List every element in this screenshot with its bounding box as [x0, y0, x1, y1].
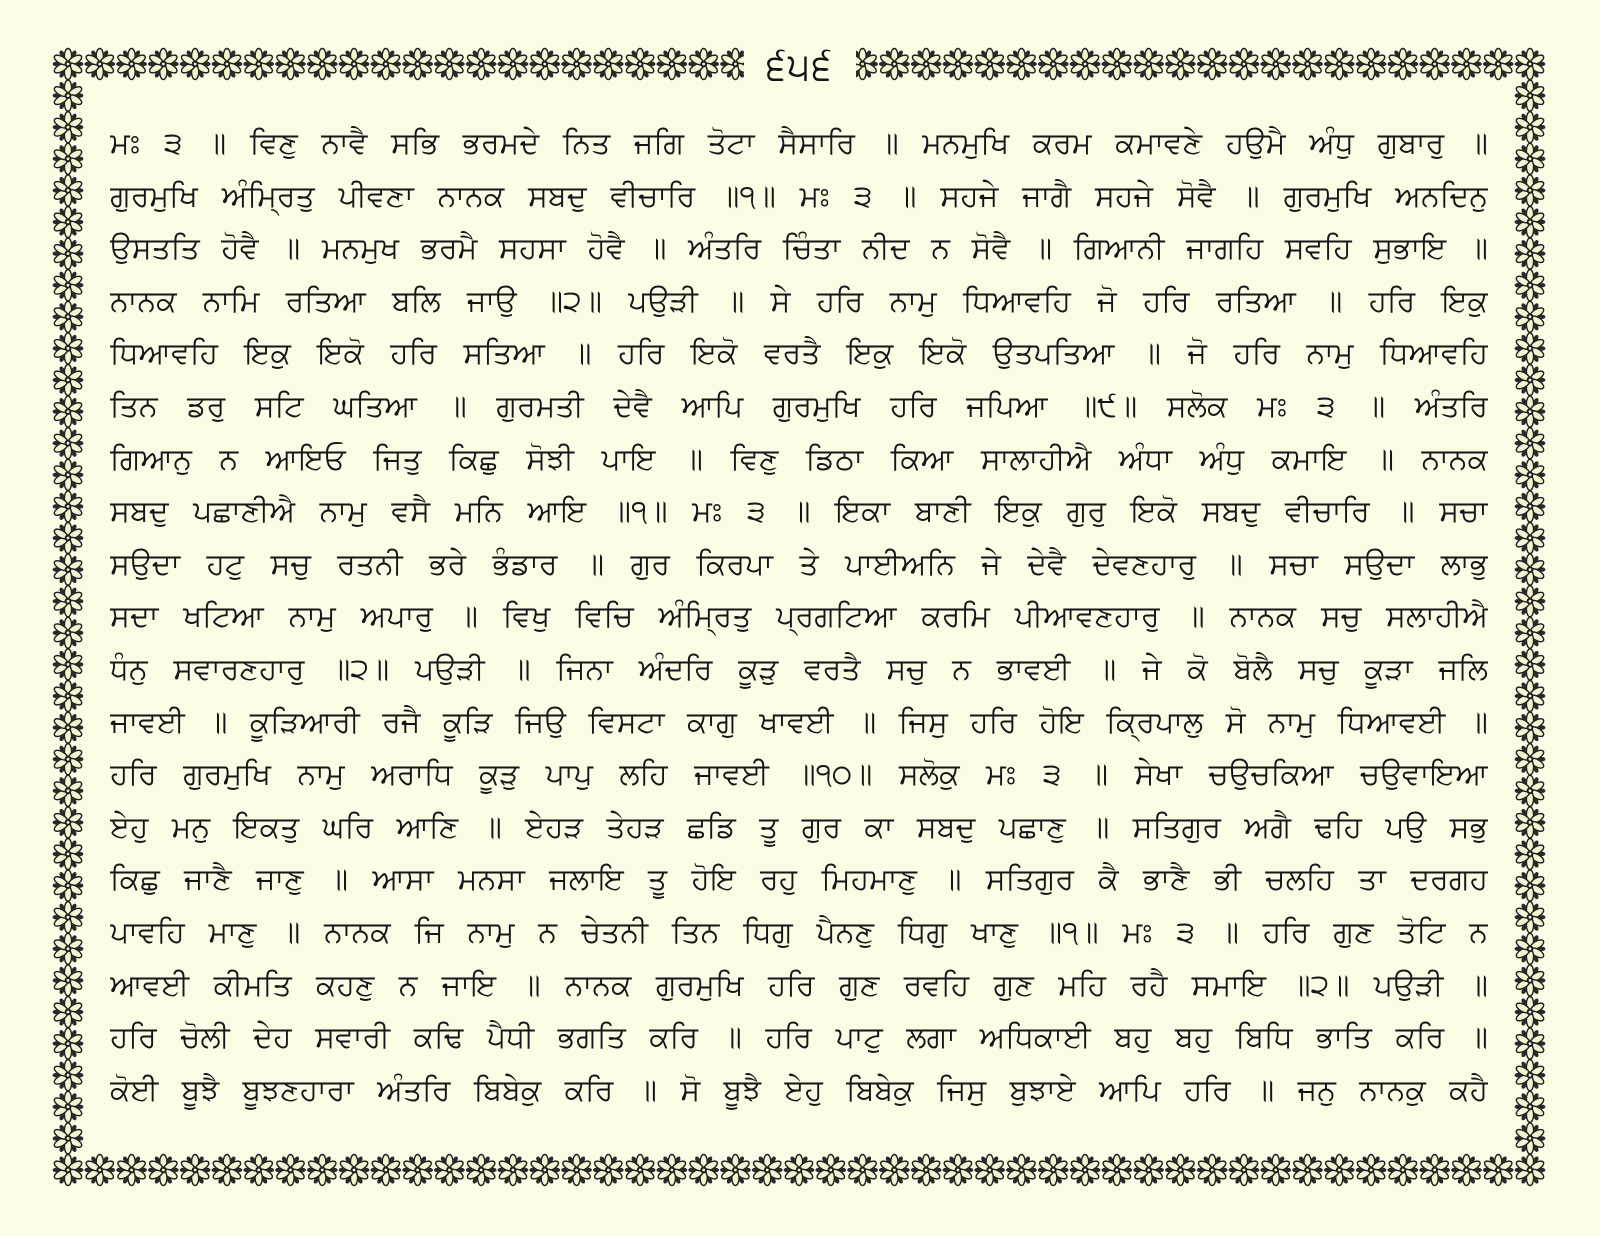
flower-ornament-icon	[1515, 554, 1546, 585]
flower-ornament-icon	[53, 143, 84, 174]
flower-ornament-icon	[53, 681, 84, 712]
flower-ornament-icon	[116, 1155, 147, 1186]
flower-ornament-icon	[1515, 617, 1546, 648]
flower-ornament-icon	[1515, 523, 1546, 554]
text-line: ਸਉਦਾ ਹਟੁ ਸਚੁ ਰਤਨੀ ਭਰੇ ਭੰਡਾਰ ॥ ਗੁਰ ਕਿਰਪਾ ਤੇ ਪਾਈਅਨਿ ਜੇ ਦੇਵੈ ਦੇਵਣਹਾਰੁ ॥ ਸਚਾ ਸਉਦਾ ਲਾਭੁ	[110, 546, 1488, 582]
flower-ornament-icon	[1515, 965, 1546, 996]
flower-ornament-icon	[1515, 744, 1546, 775]
flower-ornament-icon	[784, 1155, 815, 1186]
text-line: ਉਸਤਤਿ ਹੋਵੈ ॥ ਮਨਮੁਖ ਭਰਮੈ ਸਹਸਾ ਹੋਵੈ ॥ ਅੰਤਰਿ ਚਿੰਤਾ ਨੀਦ ਨ ਸੋਵੈ ॥ ਗਿਆਨੀ ਜਾਗਹਿ ਸਵਹਿ ਸੁਭਾਇ ॥	[110, 231, 1488, 267]
flower-ornament-icon	[53, 617, 84, 648]
flower-ornament-icon	[625, 1155, 656, 1186]
flower-ornament-icon	[53, 1091, 84, 1122]
flower-ornament-icon	[1515, 902, 1546, 933]
flower-ornament-icon	[53, 807, 84, 838]
text-line: ਤਿਨ ਡਰੁ ਸਟਿ ਘਤਿਆ ॥ ਗੁਰਮਤੀ ਦੇਵੈ ਆਪਿ ਗੁਰਮੁਖਿ ਹਰਿ ਜਪਿਆ ॥੯॥ ਸਲੋਕ ਮਃ ੩ ॥ ਅੰਤਰਿ	[110, 388, 1488, 424]
flower-ornament-icon	[53, 523, 84, 554]
flower-ornament-icon	[1515, 870, 1546, 901]
text-line: ਹਰਿ ਚੋਲੀ ਦੇਹ ਸਵਾਰੀ ਕਢਿ ਪੈਧੀ ਭਗਤਿ ਕਰਿ ॥ ਹਰਿ ਪਾਟੁ ਲਗਾ ਅਧਿਕਾਈ ਬਹੁ ਬਹੁ ਬਿਧਿ ਭਾਤਿ ਕਰਿ ॥	[110, 1020, 1488, 1056]
flower-ornament-icon	[879, 1155, 910, 1186]
flower-ornament-icon	[1515, 491, 1546, 522]
flower-ornament-icon	[1387, 1155, 1418, 1186]
flower-ornament-icon	[1133, 1155, 1164, 1186]
flower-ornament-icon	[53, 301, 84, 332]
flower-ornament-icon	[53, 428, 84, 459]
page-number	[0, 44, 1600, 89]
flower-ornament-icon	[529, 1155, 560, 1186]
flower-ornament-icon	[53, 112, 84, 143]
flower-ornament-icon	[339, 1155, 370, 1186]
flower-ornament-icon	[370, 1155, 401, 1186]
flower-ornament-icon	[275, 1155, 306, 1186]
flower-ornament-icon	[53, 775, 84, 806]
flower-ornament-icon	[53, 870, 84, 901]
flower-ornament-icon	[1515, 112, 1546, 143]
flower-ornament-icon	[53, 459, 84, 490]
flower-ornament-icon	[943, 1155, 974, 1186]
flower-ornament-icon	[1451, 1155, 1482, 1186]
flower-ornament-icon	[1515, 365, 1546, 396]
flower-ornament-icon	[911, 1155, 942, 1186]
flower-ornament-icon	[180, 1155, 211, 1186]
flower-ornament-icon	[1070, 1155, 1101, 1186]
flower-ornament-icon	[1515, 807, 1546, 838]
flower-ornament-icon	[53, 270, 84, 301]
text-line: ਗੁਰਮੁਖਿ ਅੰਮ੍ਰਿਤੁ ਪੀਵਣਾ ਨਾਨਕ ਸਬਦੁ ਵੀਚਾਰਿ ॥੧॥ ਮਃ ੩ ॥ ਸਹਜੇ ਜਾਗੈ ਸਹਜੇ ਸੋਵੈ ॥ ਗੁਰਮੁਖਿ ਅਨਦਿਨੁ	[110, 178, 1488, 214]
flower-ornament-icon	[53, 1028, 84, 1059]
flower-ornament-icon	[53, 1155, 84, 1186]
flower-ornament-icon	[307, 1155, 338, 1186]
page-number-text: ੬੫੬	[744, 44, 855, 88]
text-line: ਜਾਵਈ ॥ ਕੂੜਿਆਰੀ ਰਜੈ ਕੂੜਿ ਜਿਉ ਵਿਸਟਾ ਕਾਗੁ ਖਾਵਈ ॥ ਜਿਸੁ ਹਰਿ ਹੋਇ ਕ੍ਰਿਪਾਲੁ ਸੋ ਨਾਮੁ ਧਿਆਵਈ ॥	[110, 704, 1488, 740]
text-line: ਧਿਆਵਹਿ ਇਕੁ ਇਕੋ ਹਰਿ ਸਤਿਆ ॥ ਹਰਿ ਇਕੋ ਵਰਤੈ ਇਕੁ ਇਕੋ ਉਤਪਤਿਆ ॥ ਜੋ ਹਰਿ ਨਾਮੁ ਧਿਆਵਹਿ	[110, 336, 1488, 372]
flower-ornament-icon	[53, 997, 84, 1028]
flower-ornament-icon	[1515, 997, 1546, 1028]
text-line: ਗਿਆਨੁ ਨ ਆਇਓ ਜਿਤੁ ਕਿਛੁ ਸੋਝੀ ਪਾਇ ॥ ਵਿਣੁ ਡਿਠਾ ਕਿਆ ਸਾਲਾਹੀਐ ਅੰਧਾ ਅੰਧੁ ਕਮਾਇ ॥ ਨਾਨਕ	[110, 441, 1488, 477]
flower-ornament-icon	[1515, 238, 1546, 269]
flower-ornament-icon	[53, 396, 84, 427]
flower-ornament-icon	[53, 744, 84, 775]
flower-ornament-icon	[752, 1155, 783, 1186]
flower-ornament-icon	[53, 175, 84, 206]
flower-ornament-icon	[53, 586, 84, 617]
flower-ornament-icon	[53, 491, 84, 522]
flower-ornament-icon	[402, 1155, 433, 1186]
flower-ornament-icon	[847, 1155, 878, 1186]
flower-ornament-icon	[1515, 775, 1546, 806]
text-line: ਆਵਈ ਕੀਮਤਿ ਕਹਣੁ ਨ ਜਾਇ ॥ ਨਾਨਕ ਗੁਰਮੁਖਿ ਹਰਿ ਗੁਣ ਰਵਹਿ ਗੁਣ ਮਹਿ ਰਹੈ ਸਮਾਇ ॥੨॥ ਪਉੜੀ ॥	[110, 967, 1488, 1003]
flower-ornament-icon	[1515, 459, 1546, 490]
text-line: ਸਬਦੁ ਪਛਾਣੀਐ ਨਾਮੁ ਵਸੈ ਮਨਿ ਆਇ ॥੧॥ ਮਃ ੩ ॥ ਇਕਾ ਬਾਣੀ ਇਕੁ ਗੁਰੁ ਇਕੋ ਸਬਦੁ ਵੀਚਾਰਿ ॥ ਸਚਾ	[110, 494, 1488, 530]
flower-ornament-icon	[1515, 175, 1546, 206]
flower-ornament-icon	[1483, 1155, 1514, 1186]
text-line: ਸਦਾ ਖਟਿਆ ਨਾਮੁ ਅਪਾਰੁ ॥ ਵਿਖੁ ਵਿਚਿ ਅੰਮ੍ਰਿਤੁ ਪ੍ਰਗਟਿਆ ਕਰਮਿ ਪੀਆਵਣਹਾਰੁ ॥ ਨਾਨਕ ਸਚੁ ਸਲਾਹੀਐ	[110, 599, 1488, 635]
flower-ornament-icon	[53, 649, 84, 680]
flower-ornament-icon	[1515, 428, 1546, 459]
flower-ornament-icon	[53, 965, 84, 996]
flower-ornament-icon	[1515, 270, 1546, 301]
flower-ornament-icon	[53, 554, 84, 585]
flower-ornament-icon	[561, 1155, 592, 1186]
flower-ornament-icon	[1197, 1155, 1228, 1186]
flower-ornament-icon	[1515, 1123, 1546, 1154]
flower-ornament-icon	[593, 1155, 624, 1186]
flower-ornament-icon	[1229, 1155, 1260, 1186]
flower-ornament-icon	[1006, 1155, 1037, 1186]
flower-ornament-icon	[212, 1155, 243, 1186]
flower-ornament-icon	[53, 238, 84, 269]
flower-ornament-icon	[1515, 1028, 1546, 1059]
flower-ornament-icon	[1165, 1155, 1196, 1186]
flower-ornament-icon	[1038, 1155, 1069, 1186]
flower-ornament-icon	[53, 207, 84, 238]
flower-ornament-icon	[974, 1155, 1005, 1186]
flower-ornament-icon	[1260, 1155, 1291, 1186]
text-line: ਹਰਿ ਗੁਰਮੁਖਿ ਨਾਮੁ ਅਰਾਧਿ ਕੂੜੁ ਪਾਪੁ ਲਹਿ ਜਾਵਈ ॥੧੦॥ ਸਲੋਕੁ ਮਃ ੩ ॥ ਸੇਖਾ ਚਉਚਕਿਆ ਚਉਵਾਇਆ	[110, 757, 1488, 793]
flower-ornament-icon	[688, 1155, 719, 1186]
flower-ornament-icon	[53, 712, 84, 743]
flower-ornament-icon	[498, 1155, 529, 1186]
flower-ornament-icon	[720, 1155, 751, 1186]
text-line: ਧੰਨੁ ਸਵਾਰਣਹਾਰੁ ॥੨॥ ਪਉੜੀ ॥ ਜਿਨਾ ਅੰਦਰਿ ਕੂੜੁ ਵਰਤੈ ਸਚੁ ਨ ਭਾਵਈ ॥ ਜੇ ਕੋ ਬੋਲੈ ਸਚੁ ਕੂੜਾ ਜਲਿ	[110, 651, 1488, 687]
flower-ornament-icon	[1324, 1155, 1355, 1186]
text-line: ਕੋਈ ਬੂਝੈ ਬੂਝਣਹਾਰਾ ਅੰਤਰਿ ਬਿਬੇਕੁ ਕਰਿ ॥ ਸੋ ਬੂਝੈ ਏਹੁ ਬਿਬੇਕੁ ਜਿਸੁ ਬੁਝਾਏ ਆਪਿ ਹਰਿ ॥ ਜਨੁ ਨਾਨਕੁ ਕਹੈ	[110, 1072, 1488, 1108]
flower-ornament-icon	[53, 365, 84, 396]
flower-ornament-icon	[1515, 839, 1546, 870]
flower-ornament-icon	[1515, 586, 1546, 617]
flower-ornament-icon	[1515, 1060, 1546, 1091]
flower-ornament-icon	[1515, 712, 1546, 743]
flower-ornament-icon	[1515, 1091, 1546, 1122]
flower-ornament-icon	[466, 1155, 497, 1186]
flower-ornament-icon	[1515, 681, 1546, 712]
flower-ornament-icon	[84, 1155, 115, 1186]
gurbani-text-block	[110, 118, 1488, 1117]
flower-ornament-icon	[1515, 301, 1546, 332]
flower-ornament-icon	[1515, 207, 1546, 238]
flower-ornament-icon	[1515, 649, 1546, 680]
flower-ornament-icon	[148, 1155, 179, 1186]
text-line: ਪਾਵਹਿ ਮਾਣੁ ॥ ਨਾਨਕ ਜਿ ਨਾਮੁ ਨ ਚੇਤਨੀ ਤਿਨ ਧਿਗੁ ਪੈਨਣੁ ਧਿਗੁ ਖਾਣੁ ॥੧॥ ਮਃ ੩ ॥ ਹਰਿ ਗੁਣ ਤੋਟਿ ਨ	[110, 914, 1488, 950]
flower-ornament-icon	[53, 902, 84, 933]
flower-ornament-icon	[53, 839, 84, 870]
flower-ornament-icon	[1356, 1155, 1387, 1186]
flower-ornament-icon	[815, 1155, 846, 1186]
flower-ornament-icon	[1419, 1155, 1450, 1186]
flower-ornament-icon	[1515, 333, 1546, 364]
flower-ornament-icon	[1515, 143, 1546, 174]
flower-ornament-icon	[1515, 396, 1546, 427]
flower-ornament-icon	[243, 1155, 274, 1186]
text-line: ਕਿਛੁ ਜਾਣੈ ਜਾਣੁ ॥ ਆਸਾ ਮਨਸਾ ਜਲਾਇ ਤੂ ਹੋਇ ਰਹੁ ਮਿਹਮਾਣੁ ॥ ਸਤਿਗੁਰ ਕੈ ਭਾਣੈ ਭੀ ਚਲਹਿ ਤਾ ਦਰਗਹ	[110, 862, 1488, 898]
flower-ornament-icon	[53, 1123, 84, 1154]
flower-ornament-icon	[434, 1155, 465, 1186]
text-line: ਮਃ ੩ ॥ ਵਿਣੁ ਨਾਵੈ ਸਭਿ ਭਰਮਦੇ ਨਿਤ ਜਗਿ ਤੋਟਾ ਸੈਸਾਰਿ ॥ ਮਨਮੁਖਿ ਕਰਮ ਕਮਾਵਣੇ ਹਉਮੈ ਅੰਧੁ ਗੁਬਾਰੁ ॥	[110, 126, 1488, 161]
flower-ornament-icon	[1292, 1155, 1323, 1186]
flower-ornament-icon	[1101, 1155, 1132, 1186]
flower-ornament-icon	[656, 1155, 687, 1186]
flower-ornament-icon	[53, 333, 84, 364]
flower-ornament-icon	[1515, 1155, 1546, 1186]
flower-ornament-icon	[53, 933, 84, 964]
text-line: ਨਾਨਕ ਨਾਮਿ ਰਤਿਆ ਬਲਿ ਜਾਉ ॥੨॥ ਪਉੜੀ ॥ ਸੇ ਹਰਿ ਨਾਮੁ ਧਿਆਵਹਿ ਜੋ ਹਰਿ ਰਤਿਆ ॥ ਹਰਿ ਇਕੁ	[110, 283, 1488, 319]
text-line: ਏਹੁ ਮਨੁ ਇਕਤੁ ਘਰਿ ਆਣਿ ॥ ਏਹੜ ਤੇਹੜ ਛਡਿ ਤੂ ਗੁਰ ਕਾ ਸਬਦੁ ਪਛਾਣੁ ॥ ਸਤਿਗੁਰ ਅਗੈ ਢਹਿ ਪਉ ਸਭੁ	[110, 809, 1488, 845]
flower-ornament-icon	[1515, 933, 1546, 964]
flower-ornament-icon	[53, 1060, 84, 1091]
